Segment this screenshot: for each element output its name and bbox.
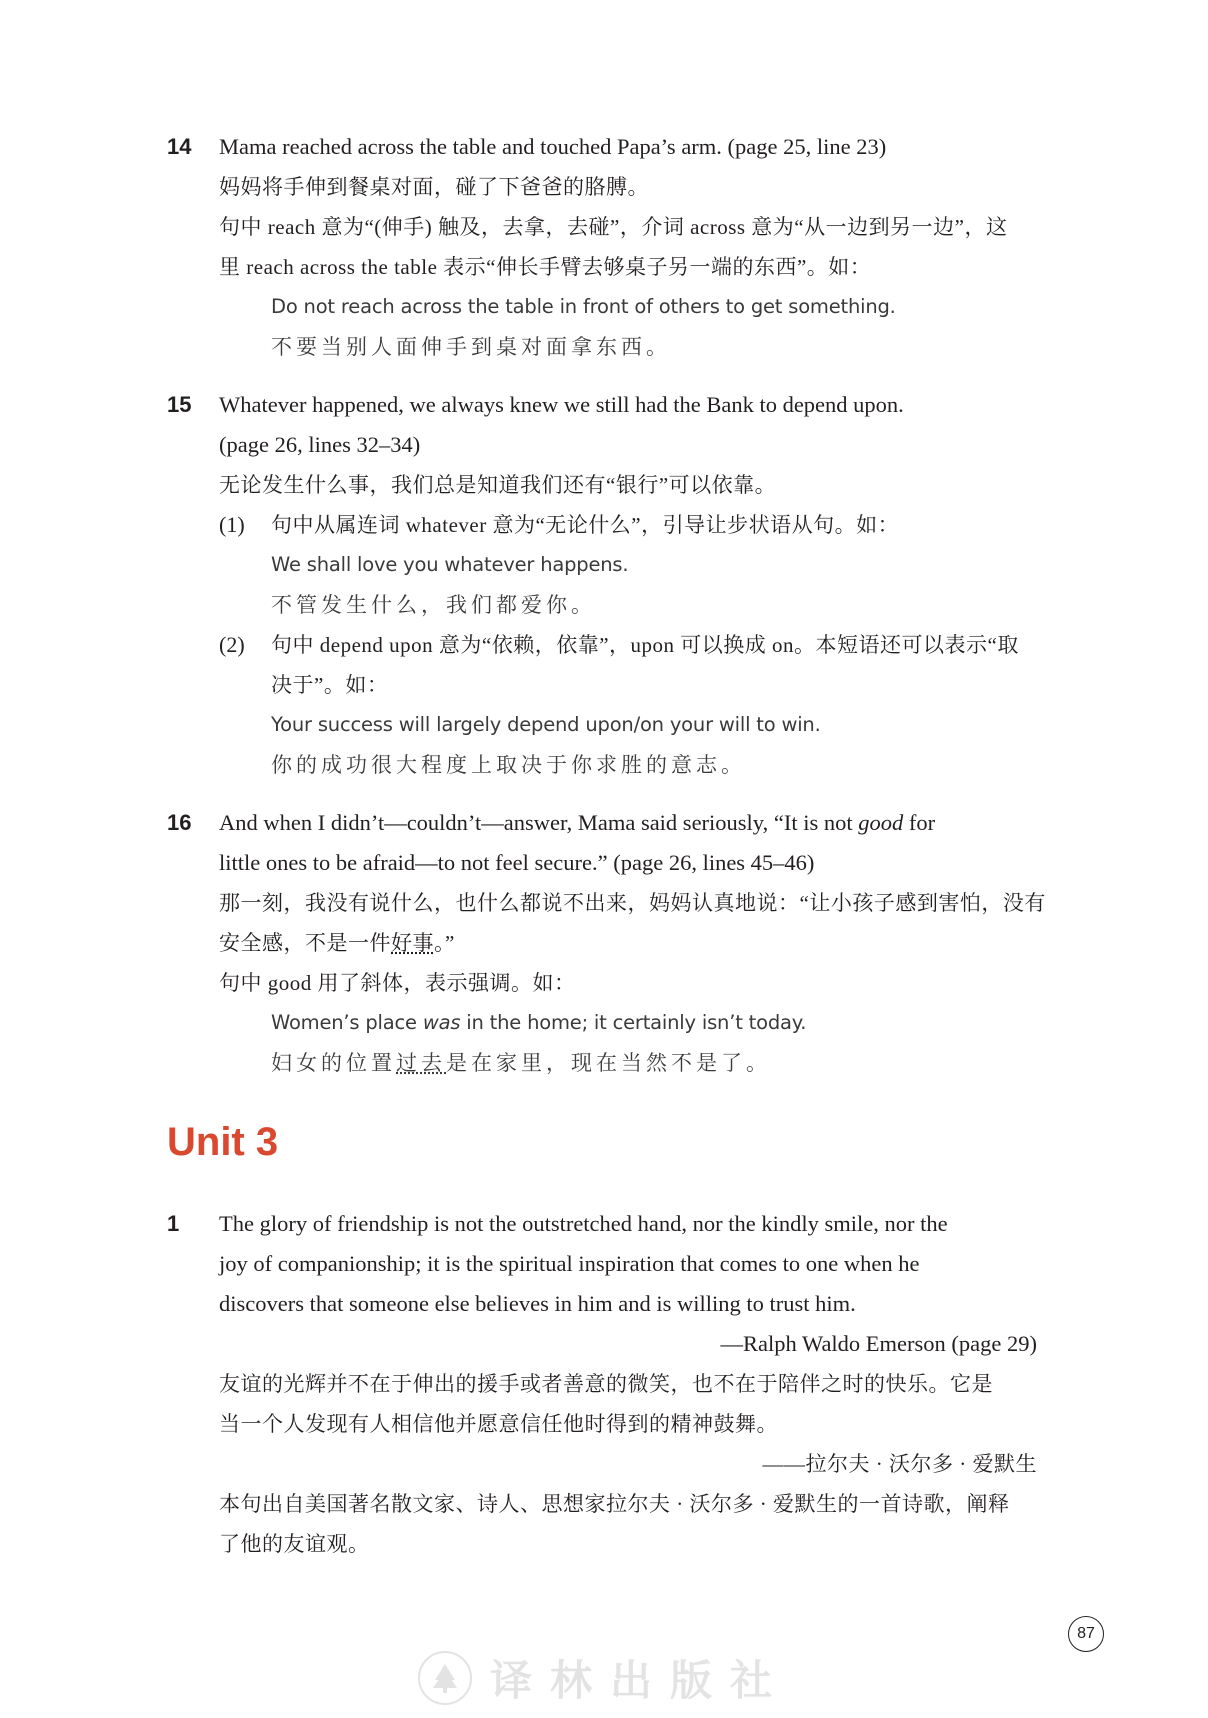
chinese-translation: 那一刻，我没有说什么，也什么都说不出来，妈妈认真地说：“让小孩子感到害怕，没有 [219,891,1046,915]
text-run: 安全感，不是一件 [219,931,391,955]
example-english: Your success will largely depend upon/on your will to win. [271,713,821,736]
example-chinese: 不管发生什么，我们都爱你。 [271,593,596,617]
sub-point-2 [219,625,1037,785]
emphasis-dots-text: 过去 [396,1051,446,1075]
emphasis-dots-text: 好事 [391,931,434,955]
text-run: 妇女的位置 [271,1051,396,1075]
example-english: We shall love you whatever happens. [271,553,629,576]
italic-emphasis: good [858,810,904,835]
explanation-line: 句中 reach 意为“(伸手) 触及，去拿，去碰”，介词 across 意为“从一边到另一边”，这 [219,215,1008,239]
publisher-watermark [0,1648,1208,1708]
entry-number: 16 [167,810,192,835]
chinese-translation: 友谊的光辉并不在于伸出的援手或者善意的微笑，也不在于陪伴之时的快乐。它是 [219,1372,993,1396]
entry-16 [167,803,1046,1083]
chinese-translation: 妈妈将手伸到餐桌对面，碰了下爸爸的胳膊。 [219,175,649,199]
attribution-chinese: ——拉尔夫 · 沃尔多 · 爱默生 [762,1452,1037,1476]
english-sentence: Whatever happened, we always knew we still had the Bank to depend upon. [219,392,904,417]
unit-heading: Unit 3 [167,1120,279,1164]
explanation-line: 决于”。如： [271,673,389,697]
explanation-line: 了他的友谊观。 [219,1532,370,1556]
english-sentence: The glory of friendship is not the outstretched hand, nor the kindly smile, nor the [219,1211,948,1236]
text-run: for [903,810,936,835]
entry-15 [167,385,1037,785]
page-number: 87 [1068,1616,1104,1652]
english-sentence: Mama reached across the table and touched Papa’s arm. (page 25, line 23) [219,134,887,159]
sub-point-label: (2) [219,632,245,657]
explanation-line: 句中 good 用了斜体，表示强调。如： [219,971,576,995]
example-english: Do not reach across the table in front of others to get something. [271,295,896,318]
entry-number: 14 [167,134,192,159]
explanation-line: 句中从属连词 whatever 意为“无论什么”，引导让步状语从句。如： [271,513,900,537]
attribution-english: —Ralph Waldo Emerson (page 29) [720,1331,1037,1356]
example-chinese [271,1043,1037,1083]
chinese-translation: 当一个人发现有人相信他并愿意信任他时得到的精神鼓舞。 [219,1412,778,1436]
text-run: Women’s place [271,1011,423,1034]
example-chinese: 你的成功很大程度上取决于你求胜的意志。 [271,753,746,777]
sub-point-1 [219,505,1037,625]
english-sentence: joy of companionship; it is the spiritual inspiration that comes to one when he [219,1251,920,1276]
tree-logo-icon [418,1651,472,1705]
text-run: 是在家里，现在当然不是了。 [446,1051,771,1075]
explanation-line: 里 reach across the table 表示“伸长手臂去够桌子另一端的东西”。如： [219,255,872,279]
chinese-translation: 无论发生什么事，我们总是知道我们还有“银行”可以依靠。 [219,473,777,497]
text-run: in the home; it certainly isn’t today. [460,1011,807,1034]
entry-number: 1 [167,1211,180,1236]
chinese-translation [219,923,1037,963]
entry-14 [167,127,1037,367]
entry-1 [167,1204,1037,1564]
text-run: And when I didn’t—couldn’t—answer, Mama said seriously, “It is not [219,810,859,835]
text-run: 。” [434,931,455,955]
example-english [271,1003,1037,1043]
italic-emphasis: was [422,1011,461,1034]
english-sentence: discovers that someone else believes in him and is willing to trust him. [219,1291,856,1316]
sub-point-label: (1) [219,512,245,537]
explanation-line: 句中 depend upon 意为“依赖，依靠”，upon 可以换成 on。本短语还可以表示“取 [271,633,1019,657]
english-sentence: little ones to be afraid—to not feel secure.” (page 26, lines 45–46) [219,850,815,875]
english-sentence-source: (page 26, lines 32–34) [219,432,421,457]
publisher-name: 译林出版社 [489,1656,790,1705]
english-sentence [219,803,1037,843]
example-chinese: 不要当别人面伸手到桌对面拿东西。 [271,335,671,359]
explanation-line: 本句出自美国著名散文家、诗人、思想家拉尔夫 · 沃尔多 · 爱默生的一首诗歌，阐释 [219,1492,1010,1516]
entry-number: 15 [167,392,192,417]
